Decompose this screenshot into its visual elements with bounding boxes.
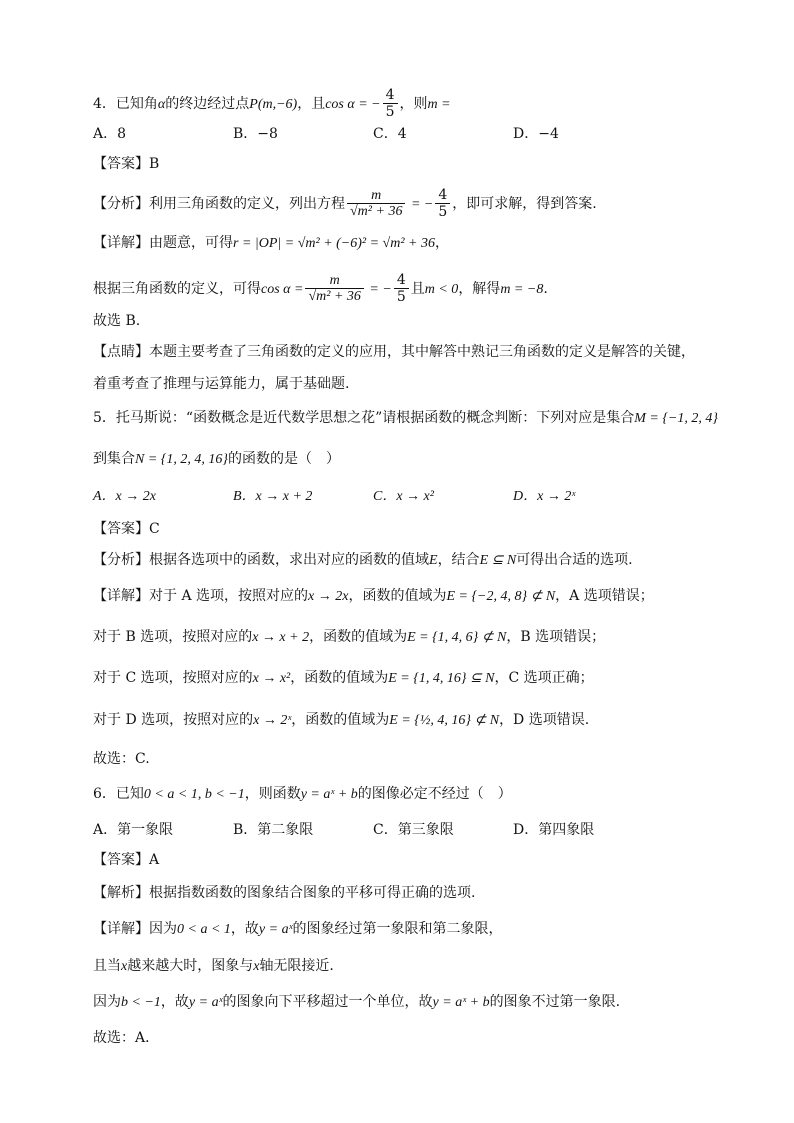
- q5-option-b: B．x → x + 2: [233, 489, 313, 504]
- q4-detail-2: 根据三角函数的定义，可得cos α = $\frac{m}{\text{√m² + 36}}$ = − $\frac{4}{5}$ 且m < 0，解得m = −8.: [93, 272, 548, 305]
- q4-option-b: B．−8: [233, 126, 278, 142]
- q4-answer: 【答案】B: [93, 156, 160, 172]
- q4-detail: 【详解】由题意，可得r = |OP| = √m² + (−6)² = √m² + 36，: [93, 235, 449, 251]
- q6-options: [93, 820, 653, 840]
- q5-option-d: D．x → 2ˣ: [513, 489, 576, 504]
- q6-detail: 【详解】因为0 < a < 1，故y = aˣ的图象经过第一象限和第二象限，: [93, 921, 503, 937]
- q4-option-a: A．8: [93, 126, 127, 142]
- q5-set-n: N = {1, 2, 4, 16}: [135, 452, 228, 467]
- q5-set-m: M = {−1, 2, 4}: [634, 411, 718, 426]
- q6-option-c: C．第三象限: [373, 822, 454, 838]
- q5-detail-a: 【详解】对于 A 选项，按照对应的x → 2x，函数的值域为E = {−2, 4, 8} ⊄ N，A 选项错误；: [93, 588, 654, 604]
- q5-detail-d: 对于 D 选项，按照对应的x → 2ˣ，函数的值域为E = {½, 4, 16} ⊄ N，D 选项错误.: [93, 712, 590, 728]
- q4-option-d: D．−4: [513, 126, 559, 142]
- q4-choose: 故选 B.: [93, 313, 141, 329]
- q6-detail-2: 且当x越来越大时，图象与x轴无限接近.: [93, 958, 334, 974]
- q4-cos: cos α = −: [325, 97, 381, 112]
- q5-options: [93, 487, 653, 507]
- q6-detail-3: 因为b < −1，故y = aˣ的图象向下平移超过一个单位，故y = aˣ + b的图象不过第一象限.: [93, 994, 621, 1010]
- q5-detail-b: 对于 B 选项，按照对应的x → x + 2，函数的值域为E = {1, 4, 6} ⊄ N，B 选项错误；: [93, 629, 606, 645]
- q4-comment: 【点睛】本题主要考查了三角函数的定义的应用，其中解答中熟记三角函数的定义是解答的关键，: [93, 344, 695, 360]
- q6-option-a: A．第一象限: [93, 822, 174, 838]
- q4-fraction: $\frac{4}{5}$: [383, 88, 398, 120]
- q5-analysis: 【分析】根据各选项中的函数，求出对应的函数的值域E，结合E ⊆ N可得出合适的选项.: [93, 552, 633, 568]
- q4-option-c: C．4: [373, 126, 407, 142]
- q5-answer: 【答案】C: [93, 521, 160, 537]
- q5-option-c: C．x → x²: [373, 489, 434, 504]
- q4-stem: 4．已知角α的终边经过点P(m,−6)，且cos α = − $\frac{4}{5}$ ，则m =: [93, 87, 451, 120]
- q4-alpha: α: [157, 97, 166, 112]
- q4-comment-2: 着重考查了推理与运算能力，属于基础题.: [93, 376, 350, 392]
- q5-detail-c: 对于 C 选项，按照对应的x → x²，函数的值域为E = {1, 4, 16} ⊆ N，C 选项正确；: [93, 670, 594, 686]
- q6-answer: 【答案】A: [93, 852, 160, 868]
- q4-analysis: 【分析】利用三角函数的定义，列出方程 $\frac{m}{\text{√m² + 36}}$ = − $\frac{4}{5}$ ，即可求解，得到答案.: [93, 187, 597, 220]
- q6-option-d: D．第四象限: [513, 822, 595, 838]
- q6-option-b: B．第二象限: [233, 822, 314, 838]
- q5-stem-2: 到集合N = {1, 2, 4, 16}的函数的是（ ）: [93, 451, 340, 467]
- q6-choose: 故选：A．: [93, 1030, 160, 1046]
- q5-choose: 故选：C.: [93, 751, 150, 767]
- q6-analysis: 【解析】根据指数函数的图象结合图象的平移可得正确的选项.: [93, 885, 476, 901]
- q6-stem: 6．已知0 < a < 1, b < −1，则函数y = aˣ + b的图像必定不经过（ ）: [93, 786, 512, 802]
- q4-detail-formula: r = |OP| = √m² + (−6)² = √m² + 36: [233, 236, 435, 251]
- q4-point: P(m,−6): [249, 97, 298, 112]
- q5-stem: 5．托马斯说：“函数概念是近代数学思想之花”请根据函数的概念判断：下列对应是集合M = {−1, 2, 4}: [93, 410, 718, 426]
- q4-options: [93, 124, 653, 144]
- q5-option-a: A．x → 2x: [93, 489, 156, 504]
